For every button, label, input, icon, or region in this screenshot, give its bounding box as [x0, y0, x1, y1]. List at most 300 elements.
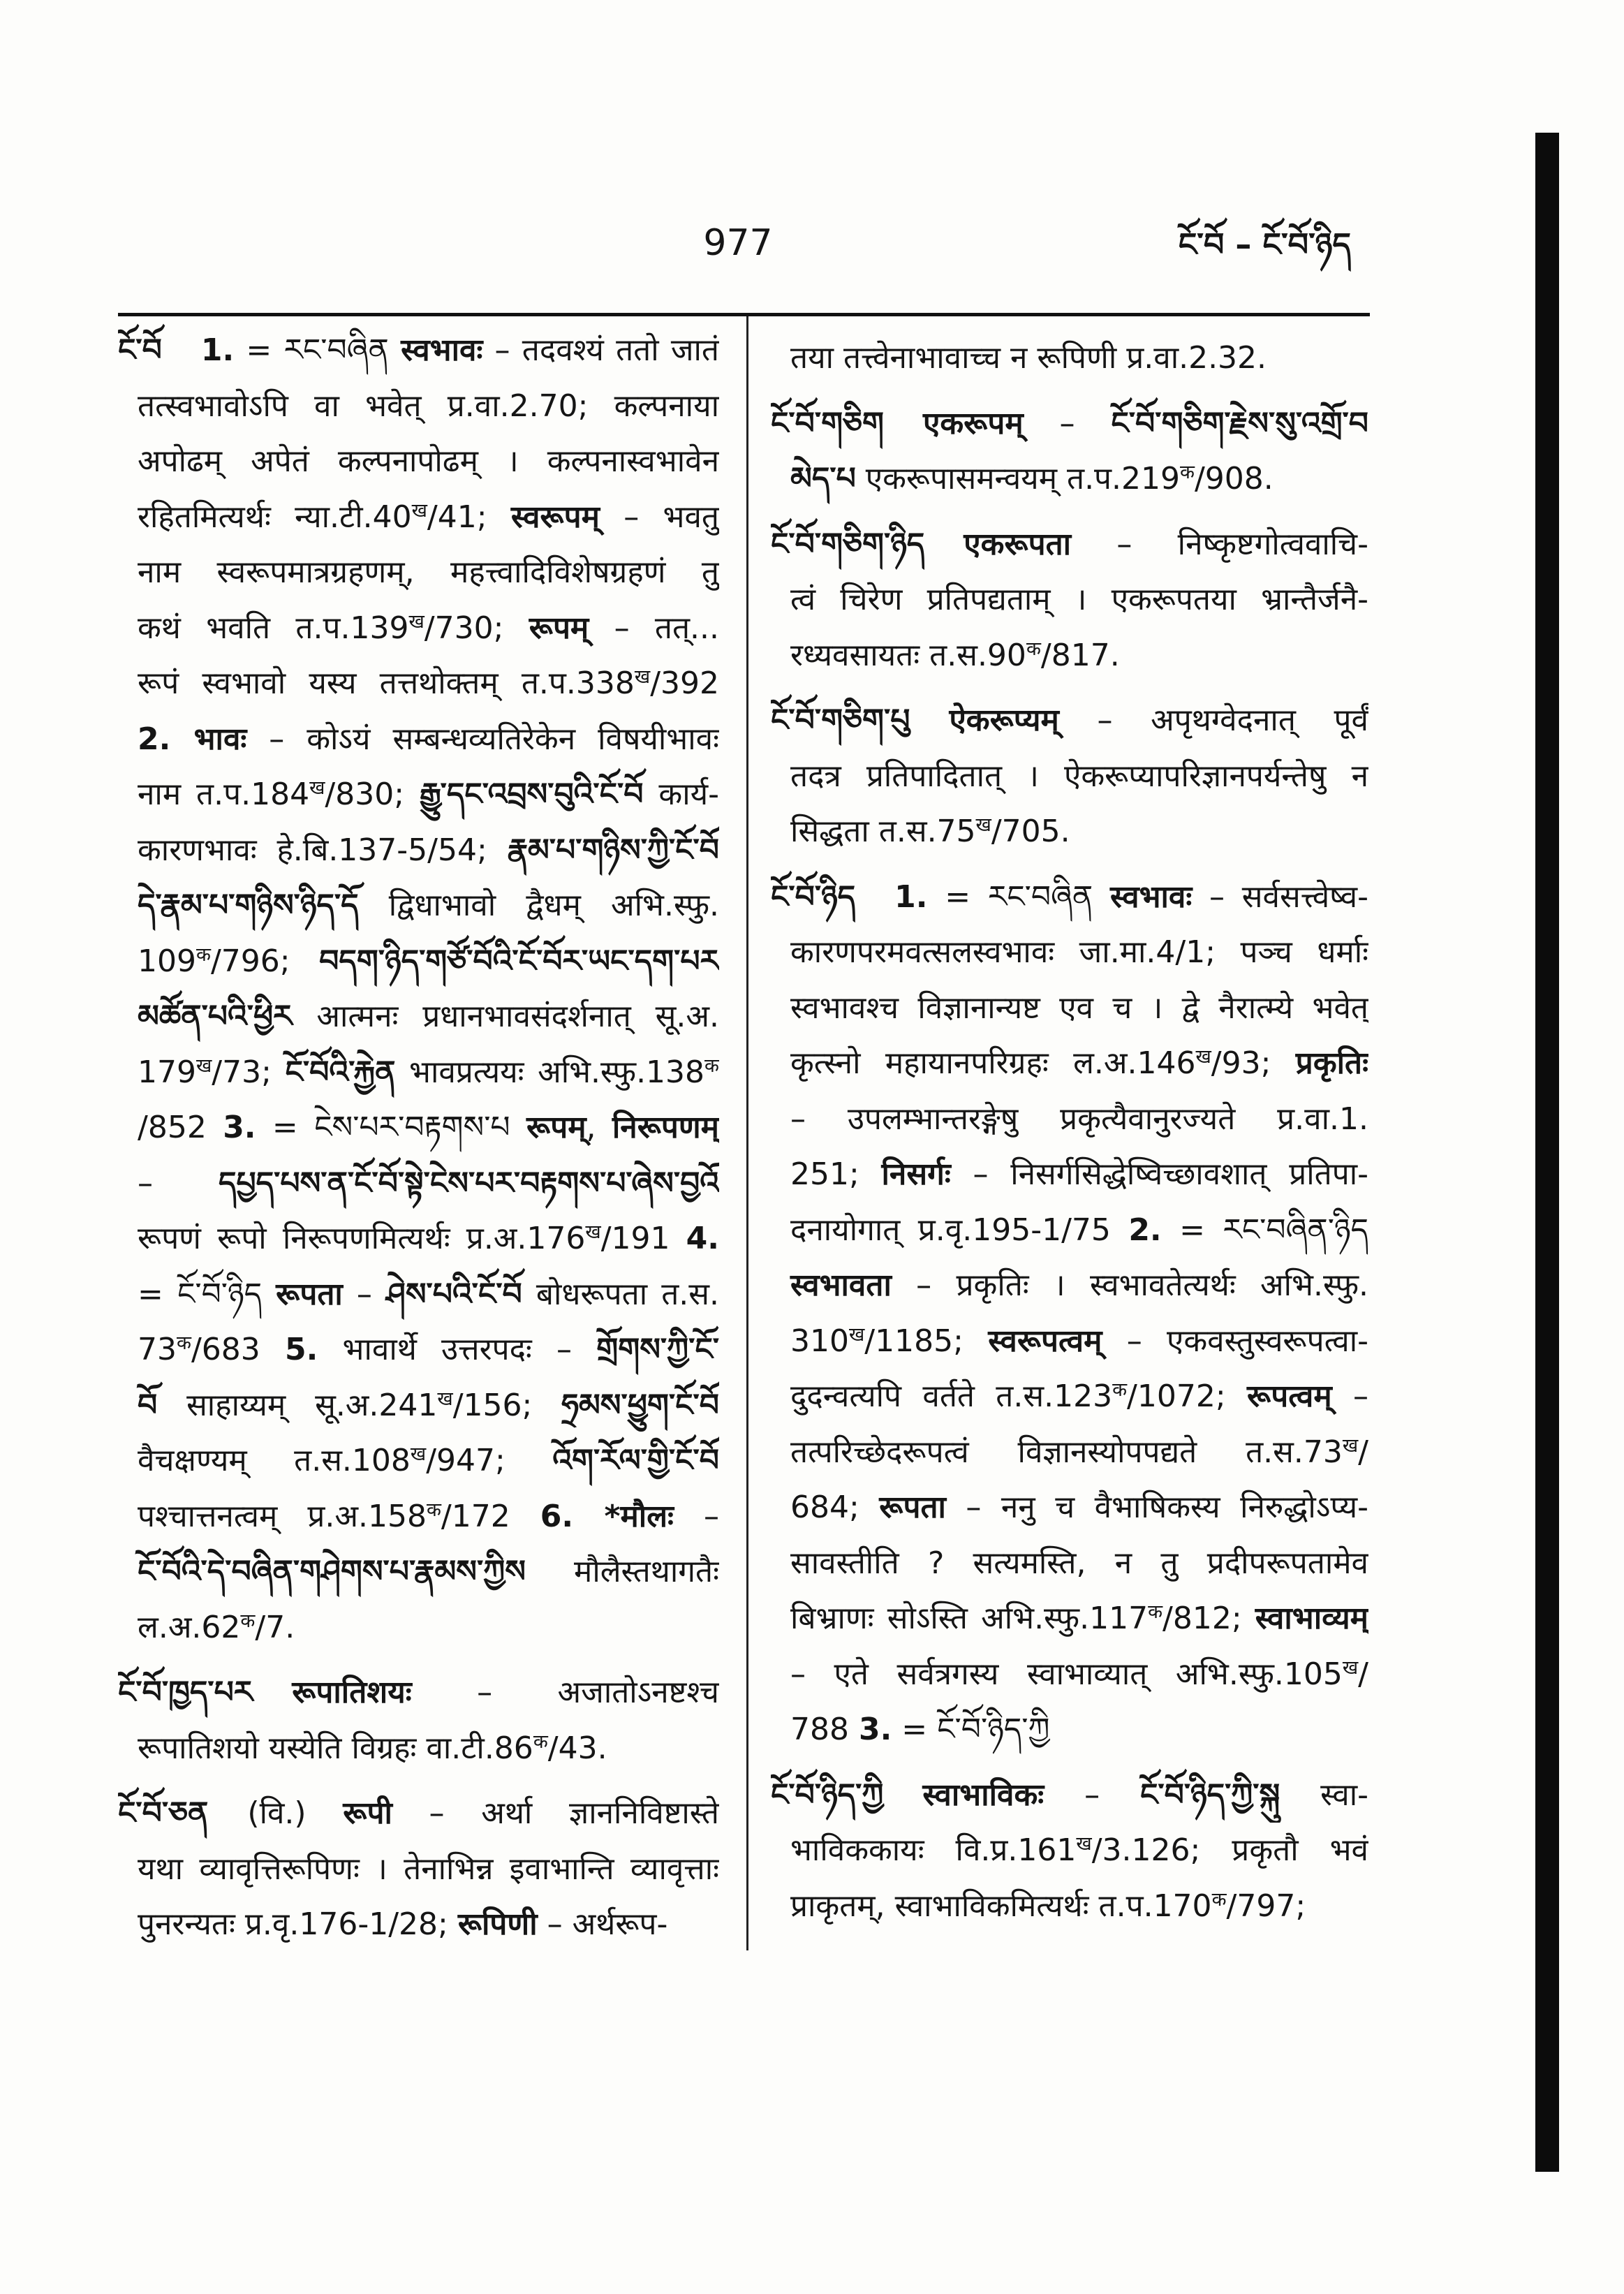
text-run: 73: [138, 1332, 177, 1367]
entry-line-text: [790, 1712, 1049, 1747]
text-run: 179: [138, 1054, 196, 1090]
text-run: – उपलम्भान्तरङ्गेषु प्रकृत्यैवानुरज्यते प्र.वा.1.: [790, 1101, 1368, 1137]
entry-line-text: [138, 1332, 719, 1367]
entry-line: [118, 1841, 719, 1897]
bold-term: 1.: [894, 878, 928, 915]
text-run: – अपृथग्वेदनात् पूर्वं: [1058, 703, 1368, 738]
entry-line: [118, 934, 719, 990]
text-run: 684;: [790, 1490, 880, 1525]
column-divider: [746, 316, 748, 1950]
text-run: कथं भवति त.प.139: [138, 610, 409, 646]
entry-line: [771, 1878, 1368, 1934]
text-run: 788: [790, 1712, 859, 1747]
folio-side-mark: क: [704, 1054, 719, 1077]
entry-line: [118, 1600, 719, 1656]
text-run: – एकवस्तुस्वरूपत्वा-: [1102, 1323, 1368, 1359]
entry-line: [118, 490, 719, 545]
text-run: – सर्वसत्त्वेष्व-: [1192, 878, 1368, 915]
folio-side-mark: ख: [1342, 1434, 1359, 1457]
bold-term: स्वाभाविकः: [922, 1777, 1044, 1813]
dictionary-entry: [118, 1786, 719, 1953]
right-column: [771, 330, 1368, 1934]
entry-line: [771, 925, 1368, 980]
headword: ངོ་བོ་གཅིག: [771, 405, 885, 441]
entry-line-text: [138, 1054, 719, 1090]
text-run: –: [342, 1276, 387, 1312]
entry-line: [771, 1314, 1368, 1369]
folio-side-mark: ख: [1076, 1833, 1092, 1855]
entry-line: [118, 823, 719, 878]
bold-term: ངོ་བོའི་རྐྱེན: [285, 1054, 396, 1090]
text-run: /705.: [991, 814, 1070, 849]
entry-line-text: [138, 1443, 719, 1478]
entry-line-text: [790, 1434, 1368, 1470]
dictionary-entry: [118, 1665, 719, 1776]
bold-term: रूपत्वम्: [1247, 1378, 1332, 1414]
entry-line-text: [790, 461, 1274, 497]
bold-term: रूपातिशयः: [292, 1675, 412, 1710]
entry-line: [118, 1267, 719, 1323]
entry-line: [771, 1536, 1368, 1591]
text-run: – अजातोऽनष्टश्च: [411, 1675, 719, 1710]
text-run: तत्परिच्छेदरूपत्वं विज्ञानस्योपपद्यते त.स.73: [790, 1434, 1343, 1470]
text-run: – भवतु: [599, 499, 719, 535]
entry-line-text: [790, 1323, 1368, 1359]
folio-side-mark: ख: [634, 666, 651, 688]
entry-line: [118, 1322, 719, 1378]
entry-line: [771, 693, 1368, 749]
folio-side-mark: ख: [411, 499, 427, 522]
text-run: कार्य-: [643, 777, 719, 812]
bold-term: रूपम्: [529, 610, 589, 646]
headword: ངོ་བོ་ཅན: [118, 1795, 209, 1831]
text-run: पश्चात्तनत्वम् प्र.अ.158: [138, 1498, 427, 1534]
entry-line: [118, 1211, 719, 1267]
header-rule: [118, 313, 1370, 316]
text-run: –: [1023, 405, 1112, 441]
entry-line: [771, 1091, 1368, 1147]
bold-term: 5.: [284, 1332, 318, 1367]
entry-line-text: [790, 1045, 1368, 1081]
text-run: दनायोगात् प्र.वृ.195-1/75: [790, 1212, 1129, 1248]
text-run: बिभ्राणः सोऽस्ति अभि.स्फु.117: [790, 1601, 1149, 1636]
headword: ངོ་བོ་གཅིག་པུ: [771, 703, 910, 738]
scan-edge-shadow: [1535, 133, 1559, 2172]
entry-line-text: [138, 888, 719, 923]
bold-term: རྣམ་པ་གཉིས་ཀྱི་ངོ་བོ: [507, 832, 719, 868]
text-run: रध्यवसायतः त.स.90: [790, 637, 1026, 673]
bold-term: གྲོགས་ཀྱི་ངོ་: [596, 1332, 719, 1367]
entry-line-text: [771, 703, 1368, 738]
entry-line-text: [790, 638, 1120, 673]
entry-line-text: [138, 1610, 295, 1645]
entry-line-text: [138, 554, 719, 590]
entry-line: [771, 1647, 1368, 1703]
entry-line: [771, 1823, 1368, 1878]
text-run: मौलैस्तथागतैः: [525, 1554, 719, 1589]
headword: ངོ་བོ: [118, 332, 162, 368]
entry-line: [771, 1480, 1368, 1536]
entry-line: [771, 1702, 1368, 1758]
entry-line: [118, 1100, 719, 1156]
folio-side-mark: ख: [408, 610, 425, 633]
bold-term: स्वभावता: [790, 1267, 892, 1303]
text-run: /817.: [1040, 637, 1120, 673]
entry-line-text: [771, 406, 1368, 441]
entry-line: [771, 1258, 1368, 1314]
text-run: तत्स्वभावोऽपि वा भवेत् प्र.वा.2.70; कल्पनाया: [138, 388, 719, 424]
entry-line-text: [790, 1601, 1368, 1636]
entry-line: [771, 628, 1368, 684]
entry-line-text: [138, 1166, 719, 1201]
text-run: सावस्तीति ? सत्यमस्ति, न तु प्रदीपरूपतामेव: [790, 1545, 1368, 1581]
text-run: – निष्कृष्टगोत्ववाचि-: [1071, 526, 1368, 562]
folio-side-mark: ख: [848, 1323, 865, 1346]
entry-line-text: [138, 999, 719, 1034]
text-run: प्राकृतम्, स्वाभाविकमित्यर्थः त.प.170: [790, 1888, 1212, 1924]
entry-line: [771, 451, 1368, 507]
folio-side-mark: क: [240, 1610, 256, 1632]
bold-term: स्वाभाव्यम्: [1255, 1601, 1368, 1636]
bold-term: निसर्गः: [881, 1156, 951, 1192]
text-run: /73;: [212, 1054, 286, 1090]
bold-term: रूपी: [343, 1795, 392, 1831]
text-run: द्विधाभावो द्वैधम् अभि.स्फु.: [358, 888, 719, 923]
entry-line-text: [138, 666, 719, 701]
entry-line-text: [138, 1110, 719, 1145]
bold-term: ऐकरूप्यम्: [949, 703, 1059, 738]
text-run: = ངེས་པར་བརྟགས་པ: [256, 1110, 527, 1145]
entry-line: [118, 1378, 719, 1434]
text-run: –: [1331, 1378, 1368, 1414]
entry-line: [771, 572, 1368, 628]
entry-line-text: [138, 1906, 667, 1942]
entry-line: [771, 330, 1368, 386]
dictionary-entry: [118, 323, 719, 1655]
entry-line: [118, 878, 719, 934]
entry-line-text: [790, 1888, 1306, 1924]
text-run: /41;: [427, 499, 511, 535]
entry-line: [118, 1045, 719, 1101]
bold-term: ངོ་བོ་གཅིག་རྗེས་སུ་འགྲོ་བ: [1111, 405, 1368, 441]
text-run: भावार्थे उत्तरपदः –: [318, 1332, 597, 1367]
text-run: /683: [191, 1332, 285, 1367]
folio-side-mark: क: [1211, 1888, 1227, 1911]
text-run: 310: [790, 1323, 849, 1359]
text-run: /830;: [325, 777, 420, 812]
text-run: साहाय्यम् सू.अ.241: [157, 1387, 438, 1423]
entry-line: [771, 1369, 1368, 1425]
text-run: /191: [600, 1221, 686, 1256]
folio-side-mark: ख: [410, 1443, 427, 1465]
text-run: = རང་བཞིན་ཉིད: [1161, 1212, 1368, 1248]
bold-term: 3.: [223, 1110, 256, 1145]
text-run: = ངོ་བོ་ཉིད་ཀྱི: [892, 1712, 1050, 1747]
text-run: – तदवश्यं ततो जातं: [482, 332, 719, 368]
entry-line-text: [118, 332, 719, 368]
text-run: – तत्...: [589, 610, 719, 646]
text-run: /: [1358, 1434, 1368, 1470]
text-run: अपोढम् अपेतं कल्पनापोढम् । कल्पनास्वभावेन: [138, 443, 719, 479]
text-run: ,: [586, 1110, 612, 1145]
text-run: – कोऽयं सम्बन्धव्यतिरेकेन विषयीभावः: [246, 721, 719, 757]
folio-side-mark: ख: [437, 1388, 453, 1410]
headword: ངོ་བོ་ཁྱད་པར: [118, 1675, 253, 1710]
entry-line-text: [118, 1795, 719, 1831]
text-run: रहितमित्यर्थः न्या.टी.40: [138, 499, 412, 535]
text-run: /852: [138, 1110, 223, 1145]
entry-line-text: [790, 1101, 1368, 1137]
text-run: /156;: [452, 1387, 562, 1423]
entry-line-text: [138, 499, 719, 535]
running-head: ངོ་བོ – ངོ་བོ་ཉིད: [1178, 226, 1351, 263]
text-run: /908.: [1194, 461, 1274, 497]
text-run: कारणपरमवत्सलस्वभावः जा.मा.4/1; पञ्च धर्माः: [790, 934, 1368, 970]
bold-term: 6. *मौलः: [540, 1498, 674, 1534]
entry-line-text: [138, 943, 719, 979]
text-run: – ननु च वैभाषिकस्य निरुद्धोऽप्य-: [945, 1490, 1368, 1525]
dictionary-entry: [771, 693, 1368, 860]
entry-line-text: [771, 527, 1368, 562]
entry-line: [118, 656, 719, 712]
entry-line-text: [138, 1554, 719, 1589]
entry-line: [118, 1433, 719, 1489]
entry-line: [771, 1591, 1368, 1647]
bold-term: 1.: [200, 332, 235, 368]
entry-line: [118, 1156, 719, 1212]
entry-line-text: [138, 610, 719, 646]
bold-term: 2.: [1128, 1212, 1162, 1248]
folio-side-mark: क: [533, 1730, 548, 1753]
text-run: ल.अ.62: [138, 1609, 241, 1645]
text-run: = རང་བཞིན: [927, 878, 1110, 915]
folio-side-mark: क: [1180, 462, 1195, 483]
text-run: = རང་བཞིན: [234, 332, 401, 368]
bold-term: रूपम्: [526, 1110, 586, 1145]
bold-term: དཔྱད་པས་ན་ངོ་བོ་སྟེ་ངེས་པར་བརྟགས་པ་ཞེས་བྱའོ: [218, 1165, 719, 1201]
entry-line-text: [790, 1656, 1368, 1692]
entry-line-text: [790, 814, 1070, 849]
text-run: स्वभावश्च विज्ञानान्यष्ट एव च । द्वे नैरात्म्ये भवेत्: [790, 990, 1368, 1026]
bold-term: 2. भावः: [138, 721, 247, 757]
bold-term: མཚོན་པའི་ཕྱིར: [138, 999, 293, 1034]
text-run: – प्रकृतिः । स्वभावतेत्यर्थः अभि.स्फु.: [891, 1267, 1368, 1303]
text-run: कृत्स्नो महायानपरिग्रहः ल.अ.146: [790, 1045, 1196, 1081]
text-run: – एते सर्वत्रगस्य स्वाभाव्यात् अभि.स्फु.105: [790, 1656, 1343, 1692]
bold-term: स्वभावः: [1109, 878, 1193, 915]
dictionary-entry: [771, 1767, 1368, 1934]
bold-term: स्वरूपम्: [510, 499, 600, 535]
bold-term: निरूपणम्: [612, 1110, 719, 1145]
entry-line: [771, 1203, 1368, 1258]
text-run: /1185;: [864, 1323, 989, 1359]
bold-term: स्वरूपत्वम्: [988, 1323, 1102, 1359]
folio-side-mark: ख: [1195, 1046, 1211, 1068]
folio-side-mark: ख: [585, 1221, 601, 1243]
text-run: वैचक्षण्यम् त.स.108: [138, 1443, 411, 1478]
text-run: एकरूपासमन्वयम् त.प.219: [855, 461, 1181, 497]
entry-line-text: [790, 1545, 1368, 1581]
entry-line-text: [790, 934, 1368, 970]
entry-line-text: [790, 1490, 1368, 1525]
text-run: भाविककायः वि.प्र.161: [790, 1832, 1077, 1868]
entry-line-text: [790, 1156, 1368, 1192]
bold-term: རྒྱུ་དང་འབྲས་བུའི་ངོ་བོ: [419, 777, 644, 812]
text-run: 109: [138, 943, 196, 979]
text-run: /812;: [1162, 1601, 1255, 1636]
bold-term: མེད་པ: [790, 461, 856, 497]
bold-term: एकरूपता: [964, 526, 1072, 562]
folio-side-mark: क: [1112, 1379, 1128, 1401]
headword: ངོ་བོ་ཉིད་ཀྱི: [771, 1777, 884, 1813]
folio-side-mark: क: [1148, 1601, 1163, 1623]
text-run: – अर्था ज्ञाननिविष्टास्ते: [392, 1795, 719, 1831]
text-run: तया तत्त्वेनाभावाच्च न रूपिणी प्र.वा.2.32.: [790, 340, 1267, 376]
entry-line-text: [138, 832, 719, 868]
entry-line: [771, 1036, 1368, 1091]
entry-line-text: [138, 777, 719, 812]
bold-term: एकरूपम्: [923, 405, 1024, 441]
text-run: –: [138, 1165, 219, 1201]
entry-line-text: [790, 990, 1368, 1026]
text-run: तदत्र प्रतिपादितात् । ऐकरूप्यापरिज्ञानपर्यन्तेषु न: [790, 758, 1368, 794]
headword: ངོ་བོ་ཉིད: [771, 878, 856, 915]
entry-line: [118, 989, 719, 1045]
entry-line: [771, 1147, 1368, 1203]
entry-line: [118, 767, 719, 823]
entry-line-text: [138, 1388, 719, 1423]
text-run: /: [1358, 1656, 1368, 1692]
bold-term: བོ: [138, 1387, 158, 1423]
text-run: /730;: [424, 610, 529, 646]
text-run: –: [673, 1498, 719, 1534]
entry-line-text: [118, 1675, 719, 1710]
entry-line: [771, 980, 1368, 1036]
text-run: – अर्थरूप-: [537, 1906, 668, 1942]
text-run: = ངོ་བོ་ཉིད: [138, 1276, 276, 1312]
text-run: /93;: [1211, 1045, 1296, 1081]
entry-line: [118, 1665, 719, 1721]
entry-line: [118, 545, 719, 601]
entry-line: [771, 517, 1368, 573]
text-run: /796;: [210, 943, 320, 979]
entry-line-text: [790, 1267, 1368, 1303]
bold-term: 3.: [858, 1712, 892, 1747]
entry-line: [771, 804, 1368, 860]
folio-side-mark: ख: [975, 814, 991, 836]
text-run: /3.126; प्रकृतौ भवं: [1091, 1832, 1368, 1868]
entry-line: [118, 378, 719, 434]
text-run: नाम त.प.184: [138, 777, 310, 812]
folio-side-mark: ख: [1342, 1656, 1359, 1679]
text-run: रूपं स्वभावो यस्य तत्तथोक्तम् त.प.338: [138, 666, 635, 701]
entry-line: [118, 601, 719, 656]
bold-term: ཤེས་པའི་ངོ་བོ: [386, 1276, 522, 1312]
bold-term: བདག་ཉིད་གཙོ་བོའི་ངོ་བོར་ཡང་དག་པར: [319, 943, 719, 979]
folio-side-mark: क: [426, 1499, 441, 1521]
text-run: पुनरन्यतः प्र.वृ.176-1/28;: [138, 1906, 458, 1942]
bold-term: འོག་རོལ་གྱི་ངོ་བོ: [552, 1443, 719, 1478]
text-run: (वि.): [247, 1795, 344, 1831]
bold-term: ངོ་བོ་ཉིད་ཀྱི་སྐུ: [1139, 1777, 1280, 1813]
entry-line-text: [138, 1851, 719, 1887]
bold-term: रूपता: [276, 1276, 343, 1312]
entry-line: [118, 1489, 719, 1545]
entry-line: [771, 1425, 1368, 1480]
entry-line-text: [138, 388, 719, 424]
text-run: नाम स्वरूपमात्रग्रहणम्, महत्त्वादिविशेषग्रहणं तु: [138, 554, 719, 590]
text-run: दुदन्वत्यपि वर्तते त.स.123: [790, 1378, 1113, 1414]
entry-line: [118, 1897, 719, 1953]
entry-line: [771, 869, 1368, 925]
text-run: स्वा-: [1280, 1777, 1368, 1813]
dictionary-entry: [771, 517, 1368, 684]
entry-line-text: [138, 1730, 607, 1766]
bold-term: 4.: [686, 1221, 719, 1256]
bold-term: ངོ་བོའི་དེ་བཞིན་གཤེགས་པ་རྣམས་ཀྱིས: [138, 1554, 526, 1589]
folio-side-mark: क: [177, 1332, 191, 1354]
text-run: कारणभावः हे.बि.137-5/54;: [138, 832, 508, 868]
bold-term: प्रकृतिः: [1295, 1045, 1368, 1081]
text-run: – निसर्गसिद्धेष्विच्छावशात् प्रतिपा-: [950, 1156, 1368, 1192]
text-run: बोधरूपता त.स.: [522, 1276, 719, 1312]
entry-line: [118, 434, 719, 490]
text-run: /947;: [426, 1443, 553, 1478]
entry-line: [771, 749, 1368, 804]
text-run: यथा व्यावृत्तिरूपिणः । तेनाभिन्न इवाभान्ति व्यावृत्ताः: [138, 1851, 719, 1887]
entry-line: [771, 1767, 1368, 1823]
bold-term: रूपिणी: [457, 1906, 538, 1942]
entry-line: [118, 1786, 719, 1841]
entry-line-text: [138, 1499, 719, 1534]
bold-term: དེ་རྣམ་པ་གཉིས་ཉིད་དོ: [138, 888, 359, 923]
entry-line: [118, 1544, 719, 1600]
entry-line-text: [771, 1777, 1368, 1813]
entry-line-text: [790, 758, 1368, 794]
entry-line-text: [790, 1832, 1368, 1868]
left-column: [118, 323, 719, 1953]
text-run: रूपणं रूपो निरूपणमित्यर्थः प्र.अ.176: [138, 1221, 586, 1256]
text-run: /1072;: [1127, 1378, 1248, 1414]
dictionary-entry: [771, 869, 1368, 1758]
folio-side-mark: क: [195, 943, 211, 966]
entry-line: [118, 712, 719, 767]
entry-line: [118, 323, 719, 378]
text-run: भावप्रत्ययः अभि.स्फु.138: [395, 1054, 705, 1090]
headword: ངོ་བོ་གཅིག་ཉིད: [771, 526, 925, 562]
folio-side-mark: ख: [309, 777, 325, 799]
text-run: /797;: [1226, 1888, 1306, 1924]
page-number: 977: [703, 222, 773, 264]
dictionary-entry: [771, 330, 1368, 386]
text-run: रूपातिशयो यस्येति विग्रहः वा.टी.86: [138, 1730, 533, 1766]
entry-line-text: [771, 879, 1368, 915]
entry-line: [118, 1721, 719, 1777]
entry-line-text: [790, 1378, 1368, 1414]
entry-line: [771, 396, 1368, 452]
text-run: /43.: [547, 1730, 607, 1766]
entry-line-text: [790, 340, 1267, 376]
bold-term: स्वभावः: [401, 332, 483, 368]
text-run: आत्मनः प्रधानभावसंदर्शनात् सू.अ.: [292, 999, 719, 1034]
text-run: 251;: [790, 1156, 882, 1192]
entry-line-text: [790, 582, 1368, 617]
entry-line-text: [138, 1277, 719, 1312]
text-run: /172: [441, 1498, 540, 1534]
text-run: त्वं चिरेण प्रतिपद्यताम् । एकरूपतया भ्रान्तैर्जनै-: [790, 582, 1368, 617]
bold-term: ཧྲམས་ཕྱུག་ངོ་བོ: [561, 1387, 719, 1423]
dictionary-entry: [771, 396, 1368, 507]
